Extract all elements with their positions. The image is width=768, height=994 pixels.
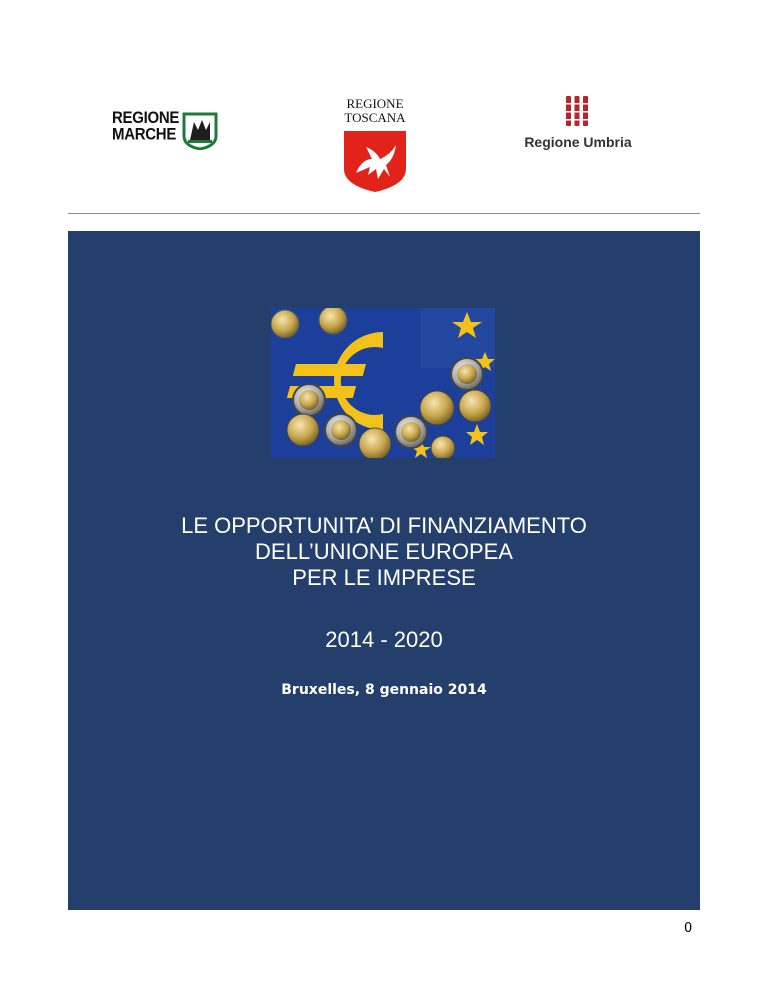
cover-panel xyxy=(68,231,700,910)
marche-logo-line1: REGIONE xyxy=(112,108,180,128)
cover-years: 2014 - 2020 xyxy=(325,627,443,652)
header-divider xyxy=(68,213,700,214)
page-number: 0 xyxy=(684,921,693,936)
regione-toscana-logo xyxy=(338,97,412,195)
toscana-logo-line1: REGIONE xyxy=(346,96,404,111)
cover-title-line-3: PER LE IMPRESE xyxy=(292,565,476,590)
regione-marche-logo xyxy=(112,110,218,152)
regione-umbria-logo xyxy=(508,92,648,158)
toscana-pegasus-shield-icon xyxy=(342,129,408,193)
euro-coins-image xyxy=(271,308,495,458)
umbria-logo-text: Regione Umbria xyxy=(524,134,632,150)
cover-event-date: Bruxelles, 8 gennaio 2014 xyxy=(281,682,487,698)
toscana-logo-line2: TOSCANA xyxy=(344,110,406,125)
toscana-logo-text xyxy=(338,97,412,125)
marche-logo-text xyxy=(112,110,179,143)
cover-title xyxy=(68,513,700,591)
marche-emblem-icon xyxy=(182,112,218,150)
cover-title-line-2: DELL’UNIONE EUROPEA xyxy=(255,539,513,564)
marche-logo-line2: MARCHE xyxy=(112,125,177,145)
umbria-ceri-emblem-icon xyxy=(564,94,590,128)
cover-title-line-1: LE OPPORTUNITA’ DI FINANZIAMENTO xyxy=(181,513,587,538)
